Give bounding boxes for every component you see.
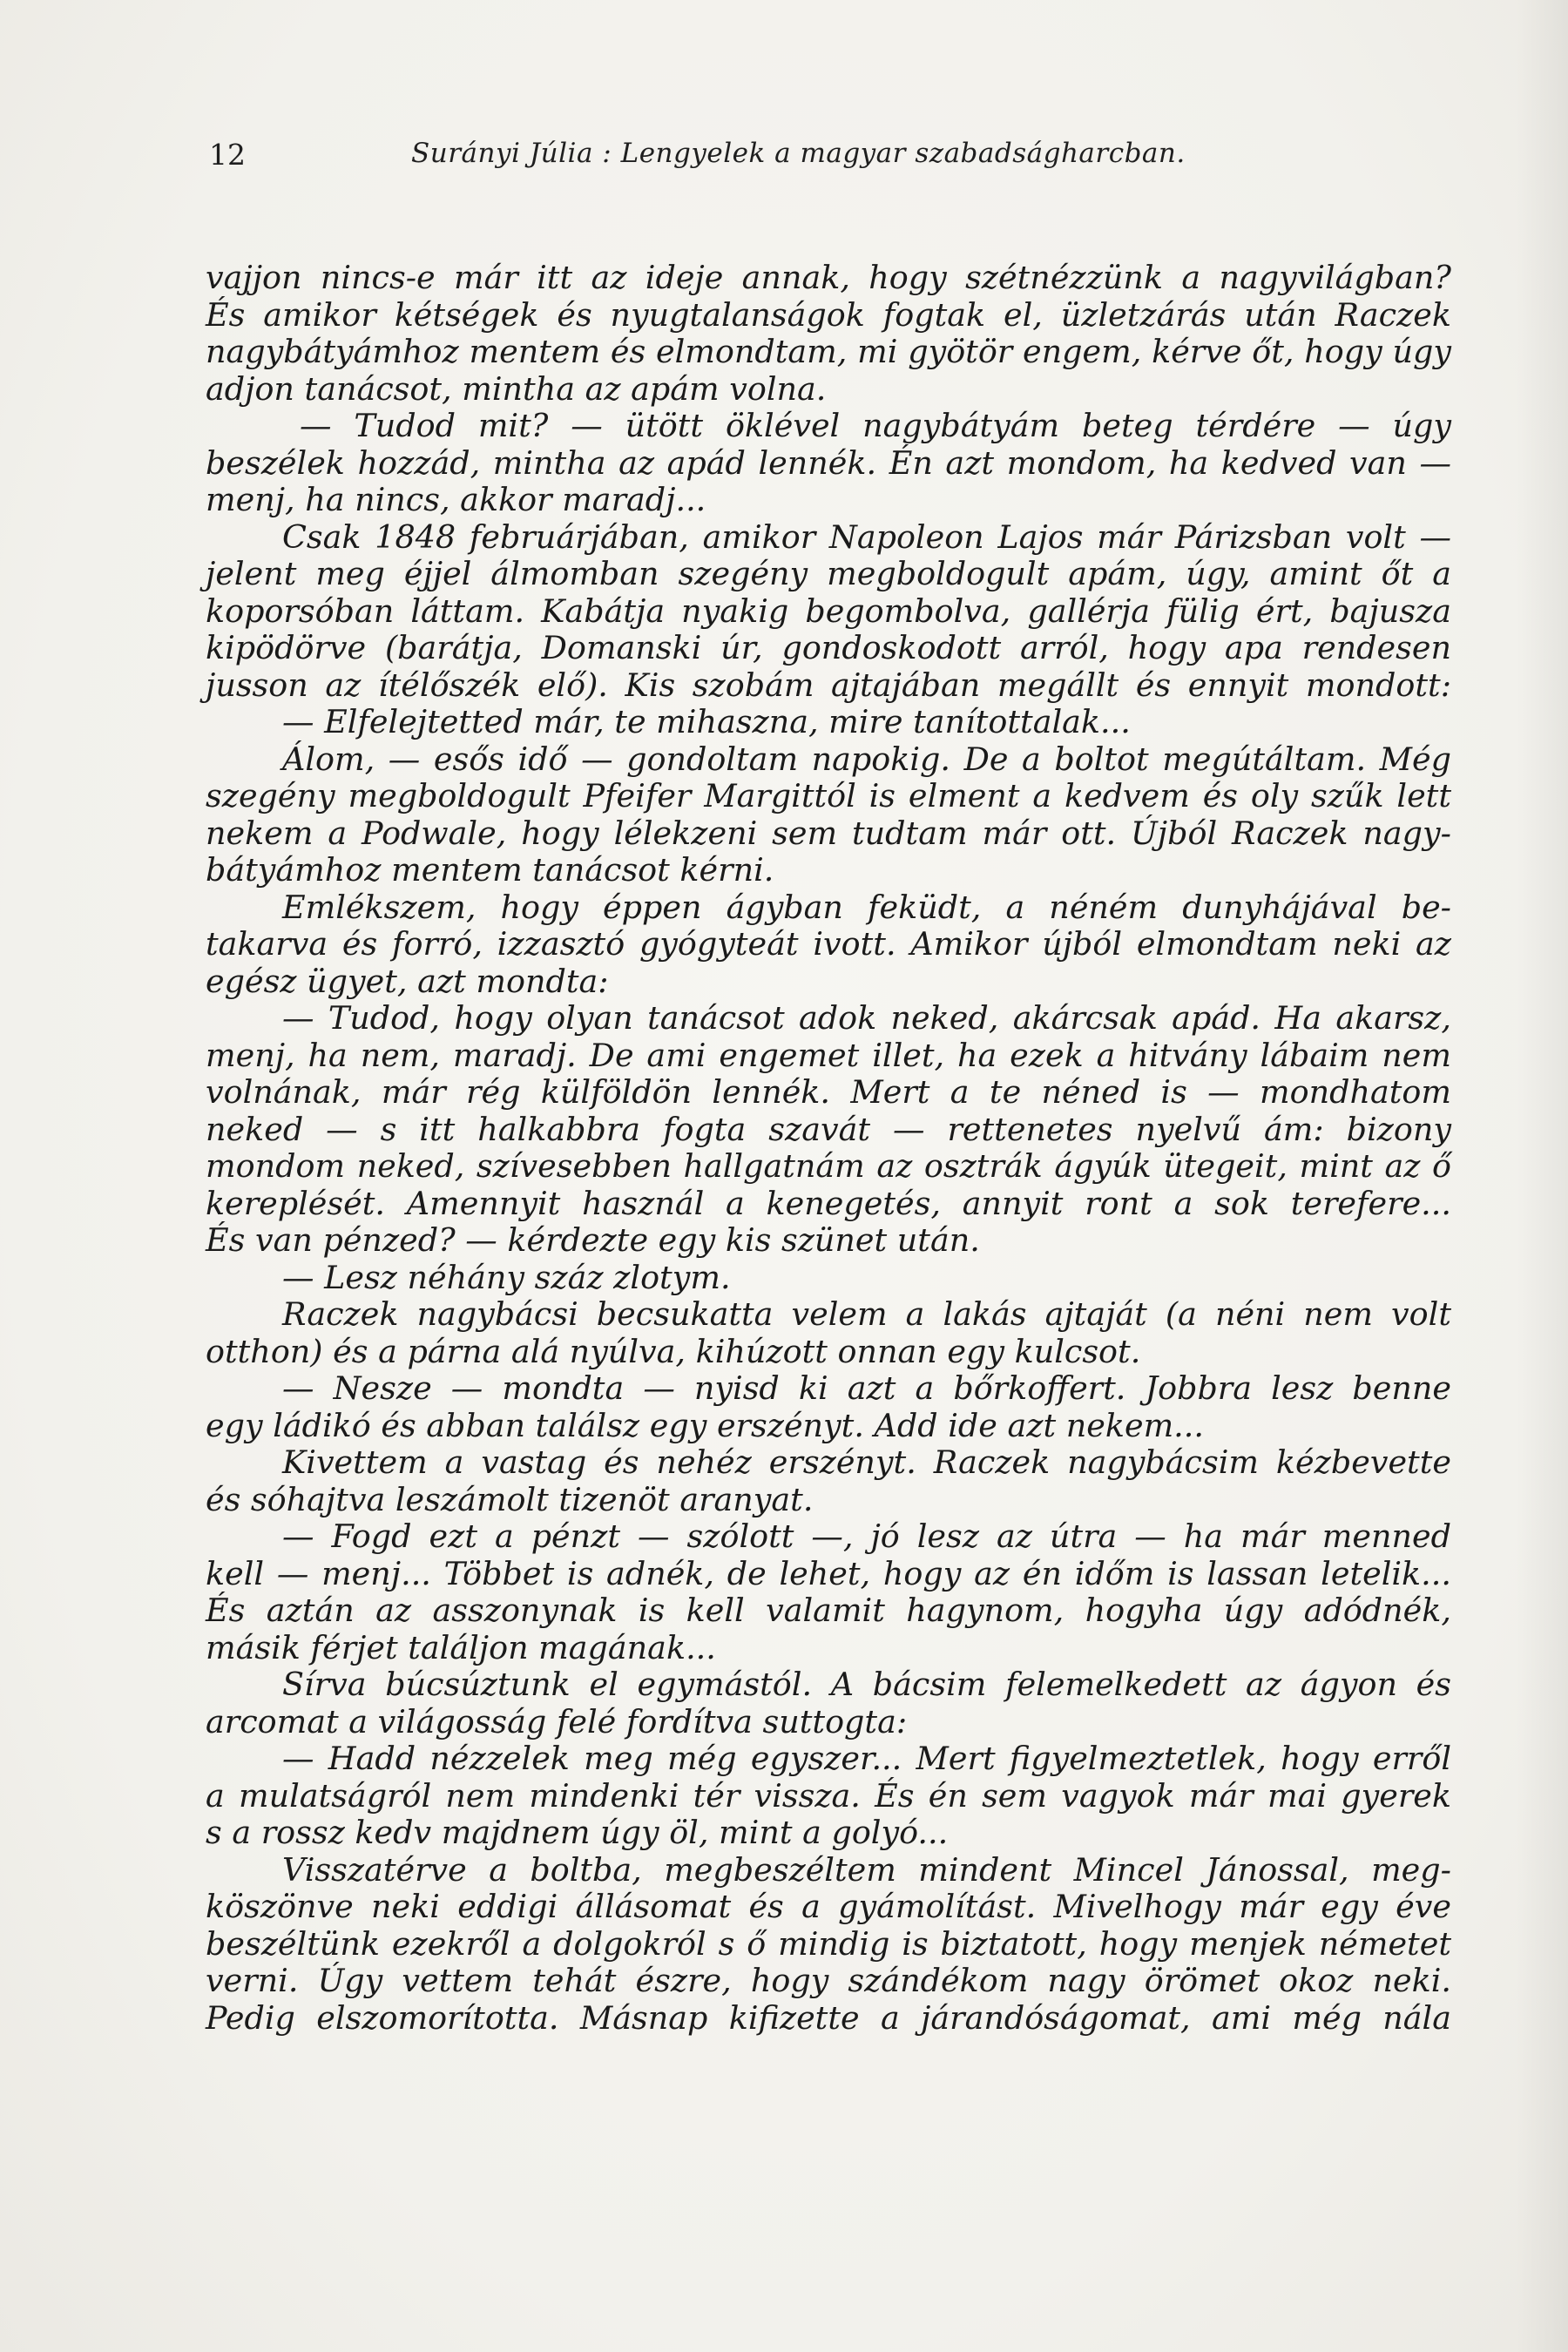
text-line: s a rossz kedv majdnem úgy öl, mint a golyó... [206, 1814, 949, 1851]
text-line: És aztán az asszonynak is kell valamit hagynom, hogyha úgy adódnék, [206, 1592, 1451, 1629]
text-line: Emlékszem, hogy éppen ágyban feküdt, a néném dunyhájával be- [282, 888, 1451, 926]
text-line: vajjon nincs-e már itt az ideje annak, hogy szétnézzünk a nagyvilágban? [206, 259, 1451, 296]
running-title: Surányi Júlia : Lengyelek a magyar szabadságharcban. [411, 138, 1186, 169]
text-line: kereplését. Amennyit használ a kenegetés, annyit ront a sok terefere... [206, 1184, 1451, 1222]
text-line: egy ládikó és abban találsz egy erszényt. Add ide azt nekem... [206, 1406, 1204, 1444]
text-line: Kivettem a vastag és nehéz erszényt. Raczek nagybácsim kézbevette [282, 1443, 1451, 1481]
text-line: koporsóban láttam. Kabátja nyakig begombolva, gallérja fülig ért, bajusza [206, 591, 1451, 630]
text-line: És amikor kétségek és nyugtalanságok fogtak el, üzletzárás után Raczek [206, 295, 1451, 334]
text-line: jelent meg éjjel álmomban szegény megboldogult apám, úgy, amint őt a [206, 555, 1451, 592]
text-line: takarva és forró, izzasztó gyógyteát ivott. Amikor újból elmondtam neki az [206, 925, 1451, 963]
text-line: — Tudod, hogy olyan tanácsot adok neked, akárcsak apád. Ha akarsz, [282, 999, 1451, 1037]
text-line: otthon) és a párna alá nyúlva, kihúzott onnan egy kulcsot. [206, 1332, 1141, 1370]
text-line: arcomat a világosság felé fordítva suttogta: [206, 1702, 908, 1740]
text-line: bátyámhoz mentem tanácsot kérni. [206, 851, 774, 889]
text-line: volnának, már rég külföldön lennék. Mert a te néned is — mondhatom [206, 1073, 1451, 1111]
text-line: Álom, — esős idő — gondoltam napokig. De a boltot megútáltam. Még [282, 740, 1451, 778]
text-line: nekem a Podwale, hogy lélekzeni sem tudtam már ott. Újból Raczek nagy- [206, 814, 1451, 852]
text-line: Pedig elszomorította. Másnap kifizette a járandóságomat, ami még nála [206, 1998, 1451, 2037]
text-line: verni. Úgy vettem tehát észre, hogy szándékom nagy örömet okoz neki. [206, 1962, 1451, 1999]
text-line: jusson az ítélőszék elő). Kis szobám ajtajában megállt és ennyit mondott: [206, 666, 1451, 704]
text-line: Raczek nagybácsi becsukatta velem a lakás ajtaját (a néni nem volt [282, 1295, 1451, 1333]
text-line: — Fogd ezt a pénzt — szólott —, jó lesz az útra — ha már menned [282, 1517, 1451, 1555]
text-line: mondom neked, szívesebben hallgatnám az osztrák ágyúk ütegeit, mint az ő [206, 1147, 1451, 1185]
text-line: nagybátyámhoz mentem és elmondtam, mi gyötör engem, kérve őt, hogy úgy [206, 333, 1451, 370]
text-line: Visszatérve a boltba, megbeszéltem mindent Mincel Jánossal, meg- [282, 1850, 1451, 1889]
text-line: szegény megboldogult Pfeifer Margittól is elment a kedvem és oly szűk lett [206, 777, 1451, 814]
running-header [209, 131, 1289, 183]
text-line: — Nesze — mondta — nyisd ki azt a bőrkoffert. Jobbra lesz benne [282, 1369, 1451, 1407]
text-line: beszéltünk ezekről a dolgokról s ő mindig is biztatott, hogy menjek németet [206, 1924, 1451, 1963]
text-line: másik férjet találjon magának... [206, 1628, 716, 1666]
text-line: és sóhajtva leszámolt tizenöt aranyat. [206, 1480, 814, 1518]
text-line: egész ügyet, azt mondta: [206, 962, 609, 1000]
page-number: 12 [209, 138, 246, 172]
text-line: — Elfelejtetted már, te mihaszna, mire tanítottalak... [282, 703, 1131, 740]
text-line: És van pénzed? — kérdezte egy kis szünet után. [206, 1221, 980, 1259]
text-line: köszönve neki eddigi állásomat és a gyámolítást. Mivelhogy már egy éve [206, 1888, 1451, 1925]
text-line: kipödörve (barátja, Domanski úr, gondoskodott arról, hogy apa rendesen [206, 629, 1451, 666]
text-line: — Lesz néhány száz zlotym. [282, 1258, 731, 1296]
text-line: adjon tanácsot, mintha az apám volna. [206, 369, 827, 408]
text-line: Csak 1848 februárjában, amikor Napoleon Lajos már Párizsban volt — [282, 517, 1451, 556]
text-line: Sírva búcsúztunk el egymástól. A bácsim felemelkedett az ágyon és [282, 1666, 1451, 1703]
body-text [206, 260, 1451, 2037]
text-line: neked — s itt halkabbra fogta szavát — rettenetes nyelvű ám: bizony [206, 1110, 1451, 1148]
text-line: — Tudod mit? — ütött öklével nagybátyám beteg térdére — úgy [300, 407, 1451, 444]
text-line: kell — menj... Többet is adnék, de lehet, hogy az én időm is lassan letelik... [206, 1554, 1451, 1592]
text-line: a mulatságról nem mindenki tér vissza. És én sem vagyok már mai gyerek [206, 1776, 1451, 1815]
text-line: — Hadd nézzelek meg még egyszer... Mert figyelmeztetlek, hogy erről [282, 1740, 1451, 1777]
text-line: beszélek hozzád, mintha az apád lennék. Én azt mondom, ha kedved van — [206, 443, 1451, 482]
text-line: menj, ha nincs, akkor maradj... [206, 481, 706, 518]
page-edge-shadow [1516, 0, 1568, 2352]
text-line: menj, ha nem, maradj. De ami engemet illet, ha ezek a hitvány lábaim nem [206, 1036, 1451, 1074]
